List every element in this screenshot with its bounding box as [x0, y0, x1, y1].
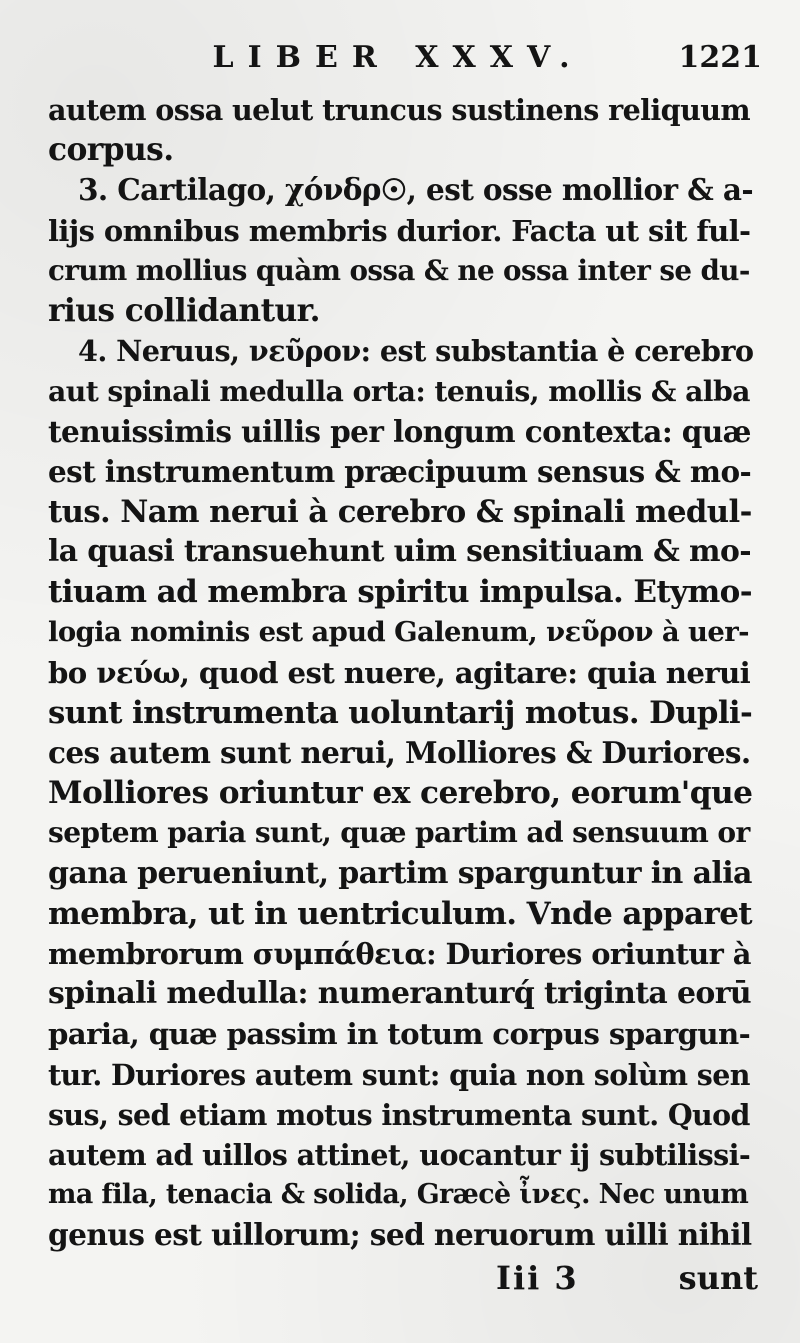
signature-mark: Iii 3 — [496, 1259, 579, 1298]
text-line: bo νεύω, quod est nuere, agitare: quia nerui — [48, 655, 751, 690]
text-line: spinali medulla: numeranturq́ triginta eorū — [48, 976, 751, 1012]
text-line: autem ad uillos attinet, uocantur ij subtilissi- — [48, 1137, 751, 1172]
text-line: 4. Neruus, νεῦρον: est substantia è cerebro — [78, 334, 754, 369]
text-line: tiuam ad membra spiritu impulsa. Etymo- — [48, 574, 752, 611]
text-line: gana perueniunt, partim sparguntur in alia — [48, 855, 752, 891]
text-line: lijs omnibus membris durior. Facta ut sit ful- — [48, 213, 751, 248]
text-line: tenuissimis uillis per longum contexta: quæ — [48, 413, 751, 449]
text-line: ma fila, tenacia & solida, Græcè ἶνες. Nec unum — [48, 1179, 749, 1211]
text-line: 3. Cartilago, χόνδρ☉, est osse mollior & a- — [78, 172, 754, 208]
text-line: aut spinali medulla orta: tenuis, mollis & alba — [48, 374, 750, 409]
text-line: la quasi transuehunt uim sensitiuam & mo- — [48, 534, 752, 570]
text-line: corpus. — [48, 132, 174, 169]
text-line: septem paria sunt, quæ partim ad sensuum or — [48, 816, 750, 850]
text-line: membrorum συμπάθεια: Duriores oriuntur à — [48, 936, 751, 971]
catchline — [48, 1259, 768, 1303]
catchword: sunt — [678, 1259, 758, 1298]
text-line: autem ossa uelut truncus sustinens reliquum — [48, 93, 751, 127]
text-block — [48, 90, 768, 1255]
text-line: Molliores oriuntur ex cerebro, eorum'que — [48, 775, 753, 812]
running-title: LIBER XXXV. — [212, 40, 584, 75]
text-line: sunt instrumenta uoluntarij motus. Dupli- — [48, 694, 753, 731]
text-line: logia nominis est apud Galenum, νεῦρον à uer- — [48, 616, 749, 649]
text-line: rius collidantur. — [48, 292, 320, 329]
page-number: 1221 — [678, 40, 762, 75]
text-line: paria, quæ passim in totum corpus spargun- — [48, 1017, 751, 1052]
text-line: crum mollius quàm ossa & ne ossa inter se du- — [48, 253, 750, 287]
text-line: tur. Duriores autem sunt: quia non solùm sen — [48, 1057, 750, 1092]
text-line: ces autem sunt nerui, Molliores & Duriores. — [48, 735, 751, 770]
text-line: genus est uillorum; sed neruorum uilli nihil — [48, 1217, 752, 1253]
running-head — [48, 38, 768, 90]
text-line: sus, sed etiam motus instrumenta sunt. Quod — [48, 1097, 750, 1132]
text-line: tus. Nam nerui à cerebro & spinali medul- — [48, 493, 752, 530]
book-page — [48, 38, 768, 1303]
text-line: est instrumentum præcipuum sensus & mo- — [48, 453, 752, 489]
text-line: membra, ut in uentriculum. Vnde apparet — [48, 895, 753, 932]
